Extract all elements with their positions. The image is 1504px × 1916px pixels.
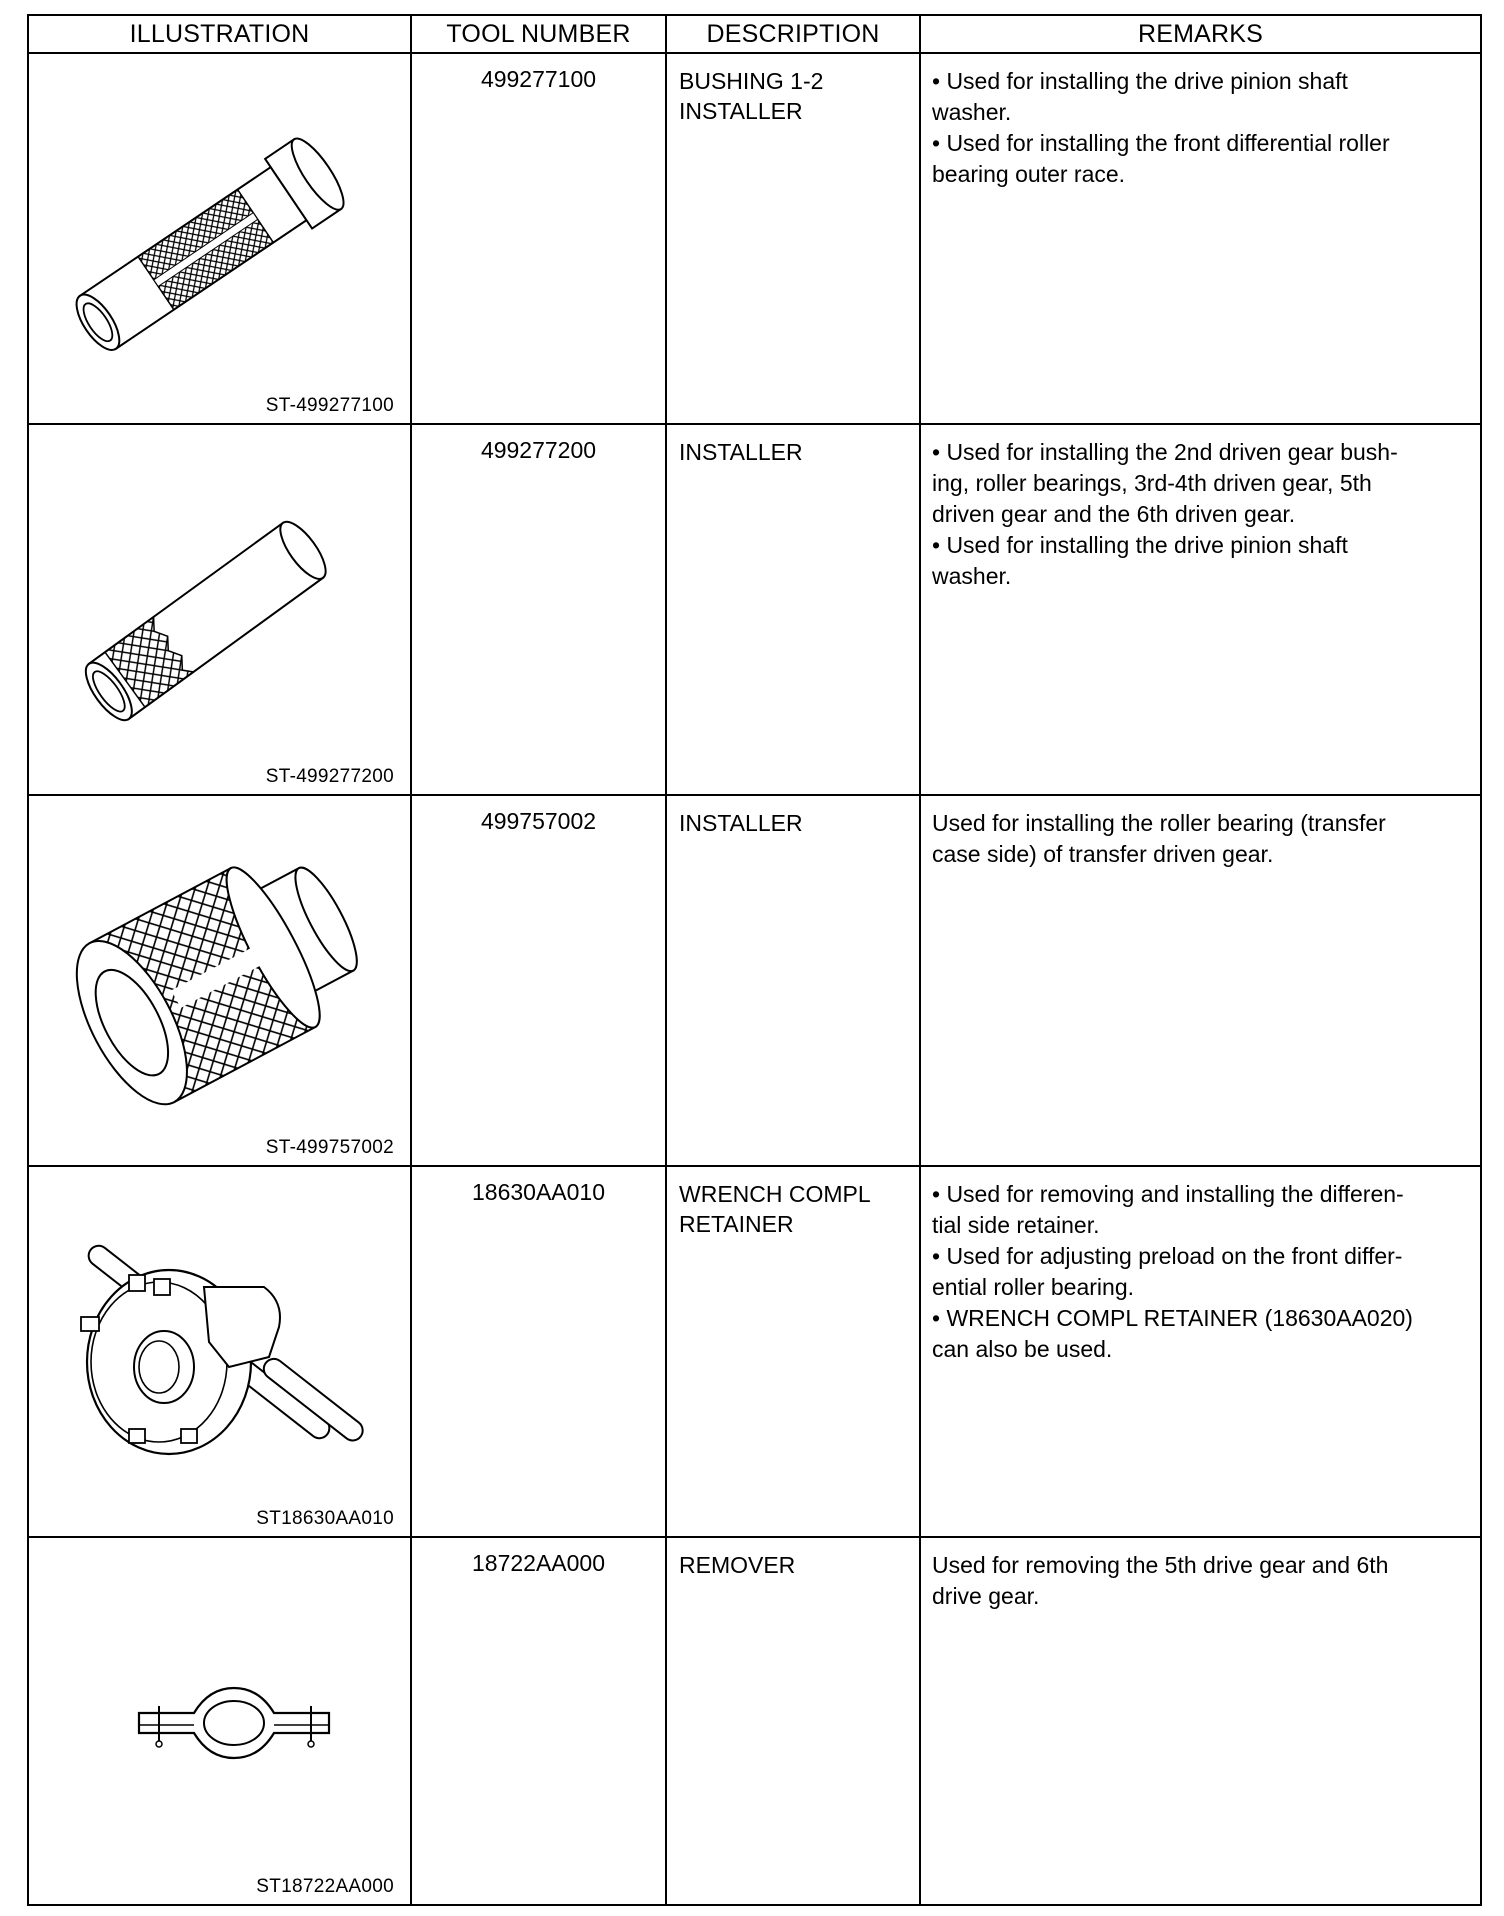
description-line: RETAINER	[679, 1211, 794, 1237]
remover-clamp-icon	[29, 1538, 409, 1904]
tool-number: 18722AA000	[411, 1537, 666, 1905]
remark-line: Used for removing the 5th drive gear and 6th	[932, 1552, 1389, 1578]
remark-line: ing, roller bearings, 3rd-4th driven gear, 5th	[932, 470, 1372, 496]
illustration-code: ST18630AA010	[256, 1508, 394, 1529]
tool-number: 499757002	[411, 795, 666, 1166]
retainer-wrench-icon	[29, 1167, 409, 1536]
remark-line: drive gear.	[932, 1583, 1040, 1609]
tool-number: 499277100	[411, 53, 666, 424]
remarks-cell	[920, 795, 1481, 1166]
special-tools-table	[27, 14, 1482, 1906]
table-row	[28, 1537, 1481, 1905]
illustration-cell	[28, 1537, 411, 1905]
table-row	[28, 1166, 1481, 1537]
remark-line: • WRENCH COMPL RETAINER (18630AA020)	[932, 1305, 1413, 1331]
table-row	[28, 424, 1481, 795]
remark-line: Used for installing the roller bearing (transfer	[932, 810, 1386, 836]
description-cell	[666, 795, 920, 1166]
remarks-cell	[920, 53, 1481, 424]
remarks-cell	[920, 1537, 1481, 1905]
description-line: WRENCH COMPL	[679, 1181, 871, 1207]
remark-line: washer.	[932, 99, 1012, 125]
remarks-cell	[920, 424, 1481, 795]
tool-number: 18630AA010	[411, 1166, 666, 1537]
header-illustration: ILLUSTRATION	[28, 15, 411, 53]
installer-knurled-cylinder-icon	[29, 796, 409, 1165]
tool-number: 499277200	[411, 424, 666, 795]
description-cell	[666, 424, 920, 795]
remark-line: • Used for removing and installing the differen-	[932, 1181, 1404, 1207]
remark-line: • Used for installing the front differential roller	[932, 130, 1390, 156]
description-line: INSTALLER	[679, 439, 803, 465]
remark-line: • Used for installing the 2nd driven gear bush-	[932, 439, 1398, 465]
description-line: INSTALLER	[679, 810, 803, 836]
description-cell	[666, 1166, 920, 1537]
illustration-cell	[28, 795, 411, 1166]
bushing-installer-icon	[29, 54, 409, 423]
installer-tube-icon	[29, 425, 409, 794]
remark-line: driven gear and the 6th driven gear.	[932, 501, 1296, 527]
remark-line: case side) of transfer driven gear.	[932, 841, 1274, 867]
remark-line: • Used for installing the drive pinion shaft	[932, 532, 1348, 558]
illustration-cell	[28, 1166, 411, 1537]
description-line: BUSHING 1-2	[679, 68, 824, 94]
illustration-code: ST18722AA000	[256, 1876, 394, 1897]
remark-line: washer.	[932, 563, 1012, 589]
description-line: INSTALLER	[679, 98, 803, 124]
remarks-cell	[920, 1166, 1481, 1537]
remark-line: bearing outer race.	[932, 161, 1126, 187]
table-row	[28, 53, 1481, 424]
header-description: DESCRIPTION	[666, 15, 920, 53]
remark-line: ential roller bearing.	[932, 1274, 1135, 1300]
table-header-row	[28, 15, 1481, 53]
header-remarks: REMARKS	[920, 15, 1481, 53]
remark-line: tial side retainer.	[932, 1212, 1100, 1238]
table-row	[28, 795, 1481, 1166]
description-cell	[666, 1537, 920, 1905]
illustration-cell	[28, 53, 411, 424]
illustration-code: ST-499277100	[265, 395, 394, 416]
remark-line: • Used for installing the drive pinion shaft	[932, 68, 1348, 94]
illustration-code: ST-499277200	[265, 766, 394, 787]
header-tool-number: TOOL NUMBER	[411, 15, 666, 53]
illustration-cell	[28, 424, 411, 795]
remark-line: can also be used.	[932, 1336, 1113, 1362]
description-cell	[666, 53, 920, 424]
remark-line: • Used for adjusting preload on the front differ-	[932, 1243, 1403, 1269]
illustration-code: ST-499757002	[265, 1137, 394, 1158]
description-line: REMOVER	[679, 1552, 796, 1578]
